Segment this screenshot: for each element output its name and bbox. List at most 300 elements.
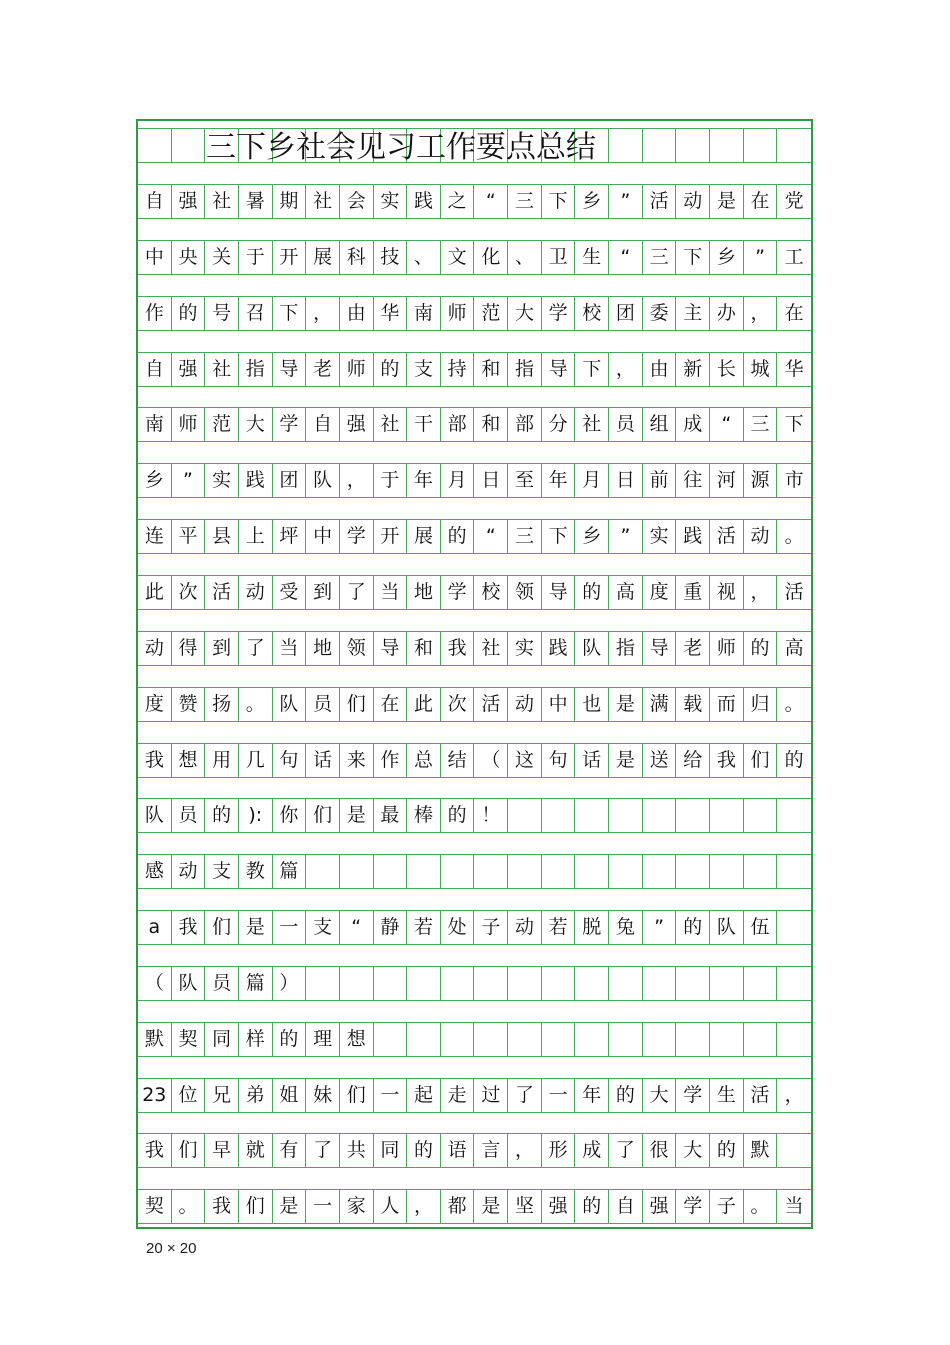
- grid-cell: 学: [676, 1190, 710, 1223]
- grid-cell: [744, 1023, 778, 1056]
- grid-cell: 契: [138, 1190, 172, 1223]
- grid-cell: ，: [744, 576, 778, 609]
- grid-cell: 党: [784, 190, 804, 212]
- grid-cell: 、: [508, 241, 542, 274]
- grid-cell: 都: [441, 1190, 475, 1223]
- grid-cell: 三: [744, 408, 778, 441]
- grid-cell: 学: [542, 297, 576, 330]
- grid-cell: 的: [609, 1079, 643, 1112]
- grid-cell: 号: [205, 297, 239, 330]
- grid-cell: 员: [609, 408, 643, 441]
- grid-cell: 队: [273, 688, 307, 721]
- grid-cell: “: [710, 408, 744, 441]
- text-row: [138, 743, 811, 778]
- grid-cell: 伍: [744, 911, 778, 944]
- grid-cell: 的: [676, 911, 710, 944]
- grid-cell: 自: [138, 185, 172, 218]
- grid-cell: 成: [676, 408, 710, 441]
- text-row: [138, 184, 811, 219]
- grid-cell: 社: [575, 408, 609, 441]
- grid-cell: 们: [239, 1190, 273, 1223]
- grid-cell: 下: [542, 520, 576, 553]
- grid-cell: 、: [407, 241, 441, 274]
- grid-cell: 会: [340, 185, 374, 218]
- grid-cell: 话: [575, 744, 609, 777]
- grid-cell: 姐: [273, 1079, 307, 1112]
- grid-cell: “: [475, 520, 509, 553]
- grid-cell: 动: [676, 185, 710, 218]
- grid-cell: 的: [744, 632, 778, 665]
- grid-cell: 度: [138, 688, 172, 721]
- grid-cell: 部: [508, 408, 542, 441]
- grid-cell: 活: [744, 1079, 778, 1112]
- grid-cell: ，: [407, 1190, 441, 1223]
- grid-cell: 师: [710, 632, 744, 665]
- grid-cell: 兄: [205, 1079, 239, 1112]
- grid-cell: 团: [609, 297, 643, 330]
- grid-cell: 三: [508, 520, 542, 553]
- grid-cell: 到: [306, 576, 340, 609]
- grid-cell: 们: [306, 799, 340, 832]
- grid-cell: [676, 967, 710, 1000]
- grid-cell: 家: [340, 1190, 374, 1223]
- grid-cell: 度: [643, 576, 677, 609]
- grid-cell: 在: [784, 301, 804, 324]
- grid-cell: [676, 855, 710, 888]
- grid-cell: 华: [374, 297, 408, 330]
- grid-cell: 领: [340, 632, 374, 665]
- grid-cell: 员: [306, 688, 340, 721]
- text-row: [138, 854, 811, 889]
- grid-cell: 教: [239, 855, 273, 888]
- grid-cell: 和: [475, 353, 509, 386]
- grid-cell: 活: [784, 580, 804, 603]
- grid-cell: 动: [508, 688, 542, 721]
- grid-cell: 们: [172, 1134, 206, 1167]
- grid-cell: 校: [475, 576, 509, 609]
- grid-cell: 最: [374, 799, 408, 832]
- grid-cell: 们: [340, 1079, 374, 1112]
- grid-cell: [542, 1023, 576, 1056]
- text-row: [138, 519, 811, 554]
- grid-cell: 支: [205, 855, 239, 888]
- grid-cell: 大: [508, 297, 542, 330]
- grid-cell: [475, 1023, 509, 1056]
- grid-cell: 赞: [172, 688, 206, 721]
- text-row: [138, 407, 811, 442]
- grid-cell: 乡: [575, 185, 609, 218]
- grid-cell: 的: [407, 1134, 441, 1167]
- grid-cell: 生: [710, 1079, 744, 1112]
- grid-cell: 是: [609, 688, 643, 721]
- grid-cell: 妹: [306, 1079, 340, 1112]
- grid-cell: [609, 129, 643, 162]
- grid-cell: 人: [374, 1190, 408, 1223]
- grid-cell: 学: [340, 520, 374, 553]
- grid-cell: 同: [374, 1134, 408, 1167]
- grid-cell: 导: [374, 632, 408, 665]
- grid-cell: 样: [239, 1023, 273, 1056]
- grid-cell: 我: [138, 1134, 172, 1167]
- grid-cell: 理: [306, 1023, 340, 1056]
- grid-cell: 地: [407, 576, 441, 609]
- grid-cell: 办: [710, 297, 744, 330]
- text-row: [138, 352, 811, 387]
- grid-cell: 践: [407, 185, 441, 218]
- grid-cell: 的: [172, 297, 206, 330]
- grid-cell: 是: [340, 799, 374, 832]
- grid-cell: 范: [205, 408, 239, 441]
- grid-cell: 暑: [239, 185, 273, 218]
- grid-cell: [374, 855, 408, 888]
- grid-cell: 你: [273, 799, 307, 832]
- grid-cell: 次: [441, 688, 475, 721]
- grid-cell: 中: [306, 520, 340, 553]
- grid-cell: [710, 129, 744, 162]
- grid-cell: 员: [172, 799, 206, 832]
- grid-cell: 下: [575, 353, 609, 386]
- grid-cell: “: [609, 241, 643, 274]
- grid-cell: 中: [542, 688, 576, 721]
- grid-cell: 工: [784, 245, 804, 268]
- grid-cell: [744, 855, 778, 888]
- text-row: [138, 910, 811, 945]
- grid-cell: 日: [475, 464, 509, 497]
- grid-cell: 的: [374, 353, 408, 386]
- grid-cell: 实: [508, 632, 542, 665]
- grid-cell: 的: [273, 1023, 307, 1056]
- grid-cell: 指: [239, 353, 273, 386]
- grid-cell: 总: [407, 744, 441, 777]
- grid-cell: [643, 799, 677, 832]
- grid-cell: 年: [575, 1079, 609, 1112]
- grid-cell: 南: [138, 408, 172, 441]
- text-row: [138, 240, 811, 275]
- grid-cell: ”: [744, 241, 778, 274]
- grid-cell: 河: [710, 464, 744, 497]
- grid-cell: 静: [374, 911, 408, 944]
- grid-cell: [508, 967, 542, 1000]
- grid-cell: 语: [441, 1134, 475, 1167]
- text-row: [138, 966, 811, 1001]
- grid-cell: 乡: [710, 241, 744, 274]
- grid-cell: [777, 799, 811, 832]
- text-row: [138, 575, 811, 610]
- grid-cell: 有: [273, 1134, 307, 1167]
- text-row: [138, 1078, 811, 1113]
- grid-cell: 是: [475, 1190, 509, 1223]
- grid-cell: [710, 799, 744, 832]
- grid-cell: 若: [542, 911, 576, 944]
- grid-cell: 下: [542, 185, 576, 218]
- grid-cell: 篇: [273, 855, 307, 888]
- grid-cell: 到: [205, 632, 239, 665]
- grid-cell: “: [340, 911, 374, 944]
- grid-cell: ，: [508, 1134, 542, 1167]
- grid-cell: [441, 1023, 475, 1056]
- grid-cell: 默: [744, 1134, 778, 1167]
- grid-cell: 平: [172, 520, 206, 553]
- grid-cell: 满: [643, 688, 677, 721]
- grid-cell: [575, 799, 609, 832]
- grid-cell: 脱: [575, 911, 609, 944]
- grid-cell: 导: [542, 576, 576, 609]
- grid-cell: 很: [643, 1134, 677, 1167]
- grid-cell: 地: [306, 632, 340, 665]
- grid-cell: 若: [407, 911, 441, 944]
- grid-cell: 老: [306, 353, 340, 386]
- grid-cell: 开: [273, 241, 307, 274]
- grid-cell: 范: [475, 297, 509, 330]
- grid-cell: 上: [239, 520, 273, 553]
- grid-cell: 一: [306, 1190, 340, 1223]
- grid-cell: 年: [407, 464, 441, 497]
- grid-cell: ，: [340, 464, 374, 497]
- grid-cell: 想: [340, 1023, 374, 1056]
- grid-cell: 视: [710, 576, 744, 609]
- grid-cell: 过: [475, 1079, 509, 1112]
- grid-cell: 感: [138, 855, 172, 888]
- grid-cell: 队: [306, 464, 340, 497]
- grid-cell: 实: [205, 464, 239, 497]
- grid-cell: 下: [784, 413, 804, 436]
- grid-cell: 往: [676, 464, 710, 497]
- grid-cell: [744, 129, 778, 162]
- grid-cell: 师: [441, 297, 475, 330]
- grid-cell: 动: [744, 520, 778, 553]
- text-row: [138, 296, 811, 331]
- grid-cell: 主: [676, 297, 710, 330]
- grid-cell: 此: [407, 688, 441, 721]
- grid-cell: 而: [710, 688, 744, 721]
- grid-cell: 支: [407, 353, 441, 386]
- grid-cell: 一: [273, 911, 307, 944]
- grid-cell: [710, 855, 744, 888]
- grid-cell: [340, 855, 374, 888]
- grid-cell: 导: [643, 632, 677, 665]
- grid-cell: 队: [710, 911, 744, 944]
- grid-cell: 社: [374, 408, 408, 441]
- grid-cell: ，: [609, 353, 643, 386]
- grid-cell: 给: [676, 744, 710, 777]
- grid-cell: （: [138, 967, 172, 1000]
- grid-cell: 由: [340, 297, 374, 330]
- grid-cell: 。: [784, 525, 804, 548]
- grid-cell: 三: [643, 241, 677, 274]
- grid-cell: 前: [643, 464, 677, 497]
- grid-cell: 。: [239, 688, 273, 721]
- grid-cell: 展: [407, 520, 441, 553]
- grid-cell: 结: [441, 744, 475, 777]
- grid-cell: 了: [306, 1134, 340, 1167]
- grid-cell: 年: [542, 464, 576, 497]
- grid-cell: 长: [710, 353, 744, 386]
- grid-cell: 归: [744, 688, 778, 721]
- grid-cell: [441, 855, 475, 888]
- grid-cell: 在: [744, 185, 778, 218]
- grid-cell: 指: [508, 353, 542, 386]
- grid-cell: 动: [172, 855, 206, 888]
- grid-cell: 员: [205, 967, 239, 1000]
- grid-cell: 弟: [239, 1079, 273, 1112]
- grid-cell: 干: [407, 408, 441, 441]
- grid-cell: 是: [273, 1190, 307, 1223]
- grid-cell: [508, 1023, 542, 1056]
- grid-cell: 受: [273, 576, 307, 609]
- grid-cell: 我: [205, 1190, 239, 1223]
- grid-cell: 当: [273, 632, 307, 665]
- grid-cell: ，: [784, 1083, 804, 1106]
- grid-cell: 是: [710, 185, 744, 218]
- grid-cell: 们: [744, 744, 778, 777]
- grid-cell: [710, 967, 744, 1000]
- grid-cell: [542, 967, 576, 1000]
- grid-cell: 位: [172, 1079, 206, 1112]
- grid-cell: [475, 855, 509, 888]
- grid-cell: 的: [205, 799, 239, 832]
- grid-cell: 坪: [273, 520, 307, 553]
- grid-cell: 队: [172, 967, 206, 1000]
- grid-cell: [508, 799, 542, 832]
- grid-cell: 23: [138, 1079, 172, 1112]
- grid-cell: （: [475, 744, 509, 777]
- grid-cell: 动: [508, 911, 542, 944]
- grid-cell: 生: [575, 241, 609, 274]
- grid-cell: 形: [542, 1134, 576, 1167]
- grid-cell: 活: [710, 520, 744, 553]
- grid-cell: 强: [643, 1190, 677, 1223]
- grid-cell: ！: [475, 799, 509, 832]
- grid-cell: [609, 1023, 643, 1056]
- grid-cell: 活: [475, 688, 509, 721]
- grid-cell: 强: [172, 185, 206, 218]
- grid-cell: [542, 799, 576, 832]
- grid-cell: [407, 967, 441, 1000]
- grid-cell: 卫: [542, 241, 576, 274]
- grid-cell: [643, 855, 677, 888]
- grid-cell: 三: [508, 185, 542, 218]
- manuscript-grid-sheet: [136, 119, 813, 1229]
- grid-cell: 大: [239, 408, 273, 441]
- grid-cell: 就: [239, 1134, 273, 1167]
- text-row: [138, 1189, 811, 1224]
- grid-cell: 关: [205, 241, 239, 274]
- grid-cell: 之: [441, 185, 475, 218]
- grid-cell: [609, 799, 643, 832]
- grid-cell: 活: [205, 576, 239, 609]
- grid-cell: 早: [205, 1134, 239, 1167]
- grid-cell: 学: [676, 1079, 710, 1112]
- grid-cell: 作: [374, 744, 408, 777]
- grid-cell: 起: [407, 1079, 441, 1112]
- grid-cell: 师: [172, 408, 206, 441]
- grid-cell: [575, 855, 609, 888]
- grid-cell: 央: [172, 241, 206, 274]
- grid-cell: 学: [441, 576, 475, 609]
- grid-cell: 的: [784, 748, 804, 771]
- grid-cell: 的: [575, 576, 609, 609]
- grid-cell: 日: [609, 464, 643, 497]
- grid-cell: 言: [475, 1134, 509, 1167]
- grid-cell: 句: [542, 744, 576, 777]
- grid-cell: 们: [340, 688, 374, 721]
- grid-cell: ）: [273, 967, 307, 1000]
- grid-cell: [407, 1023, 441, 1056]
- grid-cell: 至: [508, 464, 542, 497]
- grid-cell: [575, 1023, 609, 1056]
- grid-cell: 动: [138, 632, 172, 665]
- grid-cell: 自: [138, 353, 172, 386]
- grid-cell: 自: [306, 408, 340, 441]
- grid-cell: 大: [643, 1079, 677, 1112]
- grid-cell: 召: [239, 297, 273, 330]
- grid-cell: 送: [643, 744, 677, 777]
- grid-cell: [777, 911, 811, 944]
- grid-cell: 于: [374, 464, 408, 497]
- grid-cell: 是: [609, 744, 643, 777]
- grid-cell: [777, 1134, 811, 1167]
- grid-cell: 社: [205, 353, 239, 386]
- grid-cell: 扬: [205, 688, 239, 721]
- grid-cell: 源: [744, 464, 778, 497]
- grid-cell: “: [475, 185, 509, 218]
- grid-cell: 的: [441, 799, 475, 832]
- text-row: [138, 798, 811, 833]
- grid-cell: 强: [542, 1190, 576, 1223]
- grid-cell: ”: [609, 185, 643, 218]
- grid-cell: 乡: [138, 464, 172, 497]
- text-row: [138, 1022, 811, 1057]
- text-row: [138, 687, 811, 722]
- grid-cell: 社: [475, 632, 509, 665]
- grid-cell: [441, 967, 475, 1000]
- grid-cell: 学: [273, 408, 307, 441]
- grid-cell: 同: [205, 1023, 239, 1056]
- grid-cell: 践: [239, 464, 273, 497]
- grid-cell: 市: [784, 469, 804, 492]
- grid-cell: [609, 967, 643, 1000]
- grid-cell: [609, 855, 643, 888]
- grid-cell: [744, 799, 778, 832]
- grid-cell: 老: [676, 632, 710, 665]
- grid-cell: 导: [542, 353, 576, 386]
- grid-cell: 当: [374, 576, 408, 609]
- grid-cell: [777, 967, 811, 1000]
- grid-cell: 了: [609, 1134, 643, 1167]
- grid-cell: 由: [643, 353, 677, 386]
- grid-cell: [340, 967, 374, 1000]
- grid-cell: 县: [205, 520, 239, 553]
- grid-cell: 这: [508, 744, 542, 777]
- grid-cell: 实: [374, 185, 408, 218]
- grid-cell: [777, 855, 811, 888]
- text-row: [138, 1133, 811, 1168]
- grid-cell: 兔: [609, 911, 643, 944]
- grid-cell: 和: [475, 408, 509, 441]
- grid-cell: 想: [172, 744, 206, 777]
- grid-cell: 南: [407, 297, 441, 330]
- grid-cell: 部: [441, 408, 475, 441]
- grid-cell: 中: [138, 241, 172, 274]
- grid-cell: 了: [239, 632, 273, 665]
- text-row: [138, 463, 811, 498]
- grid-cell: 子: [475, 911, 509, 944]
- grid-cell: 坚: [508, 1190, 542, 1223]
- grid-cell: [777, 129, 811, 162]
- grid-cell: 开: [374, 520, 408, 553]
- grid-cell: 子: [710, 1190, 744, 1223]
- grid-cell: 于: [239, 241, 273, 274]
